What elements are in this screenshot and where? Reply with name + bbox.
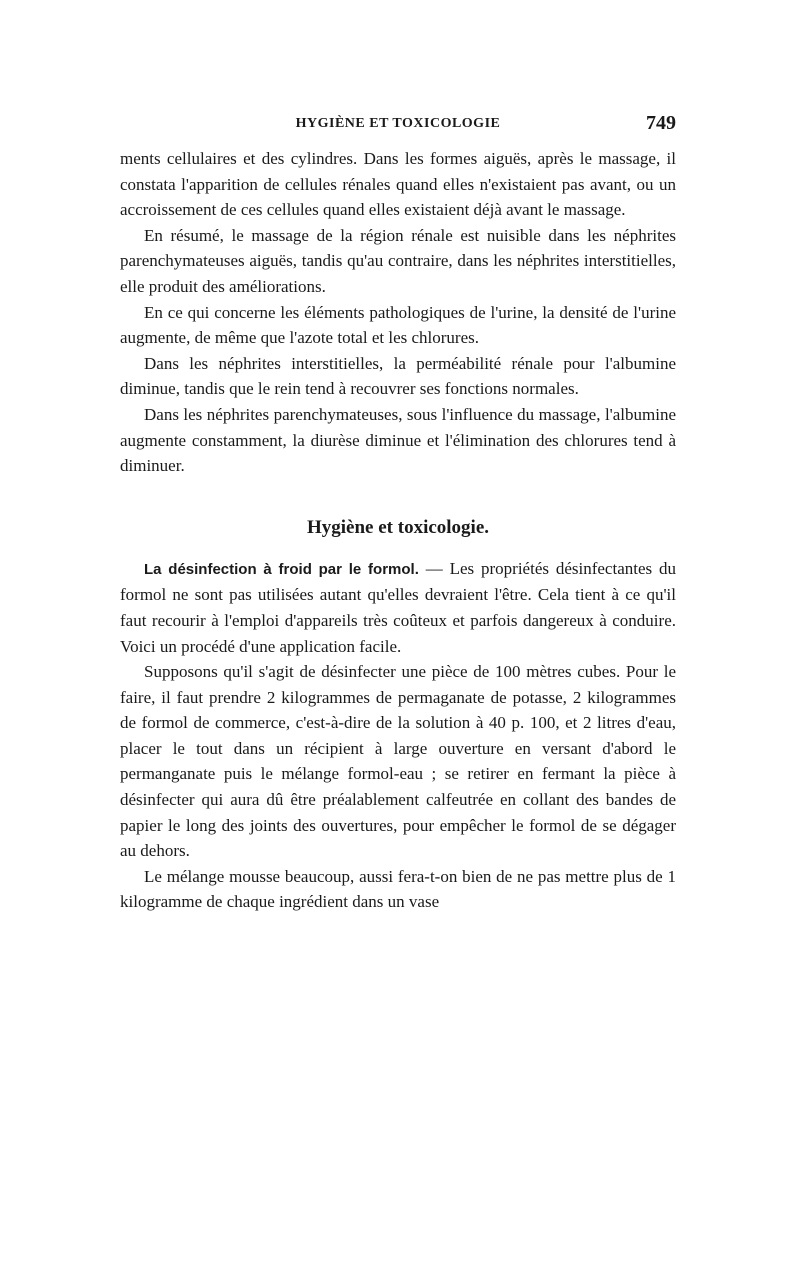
running-title: HYGIÈNE ET TOXICOLOGIE — [295, 116, 501, 131]
paragraph-procedure: Supposons qu'il s'agit de désinfecter une pièce de 100 mètres cubes. Pour le faire, il faut prendre 2 kilogrammes de permaganate de potasse, 2 kilogrammes de formol de commerce, c'est-à-dire de la solution à 40 p. 100, et 2 litres d'eau, placer le tout dans un récipient à large ouverture en versant d'abord le permanganate puis le mélange formol-eau ; se retirer en fermant la pièce à désinfecter qui aura dû être préalablement calfeutrée en collant des bandes de papier le long des joints des ouvertures, pour empêcher le formol de se dégager au dehors. — [120, 662, 676, 861]
paragraph-interstitial: Dans les néphrites interstitielles, la perméabilité rénale pour l'albumine diminue, tandis que le rein tend à recouvrer ses fonctions normales. — [120, 353, 676, 399]
page-number: 749 — [646, 112, 676, 134]
section-body — [120, 556, 676, 915]
book-page — [120, 112, 676, 915]
section-heading: Hygiène et toxicologie. — [306, 516, 490, 538]
article-lead-paragraph — [120, 556, 676, 659]
body-text-before-section — [120, 146, 676, 479]
article-lead-text: — Les propriétés désinfectantes du formol ne sont pas utilisées autant qu'elles devraient l'être. Cela tient à ce qu'il faut recourir à l'emploi d'appareils très coûteux et parfois dangereux à conduire. Voici un procédé d'une application facile. — [120, 558, 676, 656]
paragraph-continuation: ments cellulaires et des cylindres. Dans les formes aiguës, après le massage, il constata l'apparition de cellules rénales quand elles n'existaient pas avant, ou un accroissement de ces cellules quand elles existaient déjà avant le massage. — [120, 149, 676, 220]
running-header — [120, 112, 676, 146]
article-title: La désinfection à froid par le formol. — [144, 560, 419, 578]
paragraph-urine: En ce qui concerne les éléments pathologiques de l'urine, la densité de l'urine augmente, de même que l'azote total et les chlorures. — [120, 302, 676, 348]
paragraph-mixture: Le mélange mousse beaucoup, aussi fera-t-on bien de ne pas mettre plus de 1 kilogramme de chaque ingrédient dans un vase — [120, 866, 676, 912]
paragraph-parenchymal: Dans les néphrites parenchymateuses, sous l'influence du massage, l'albumine augmente constamment, la diurèse diminue et l'élimination des chlorures tend à diminuer. — [120, 404, 676, 476]
paragraph-summary: En résumé, le massage de la région rénale est nuisible dans les néphrites parenchymateuses aiguës, tandis qu'au contraire, dans les néphrites interstitielles, elle produit des améliorations. — [120, 225, 676, 296]
